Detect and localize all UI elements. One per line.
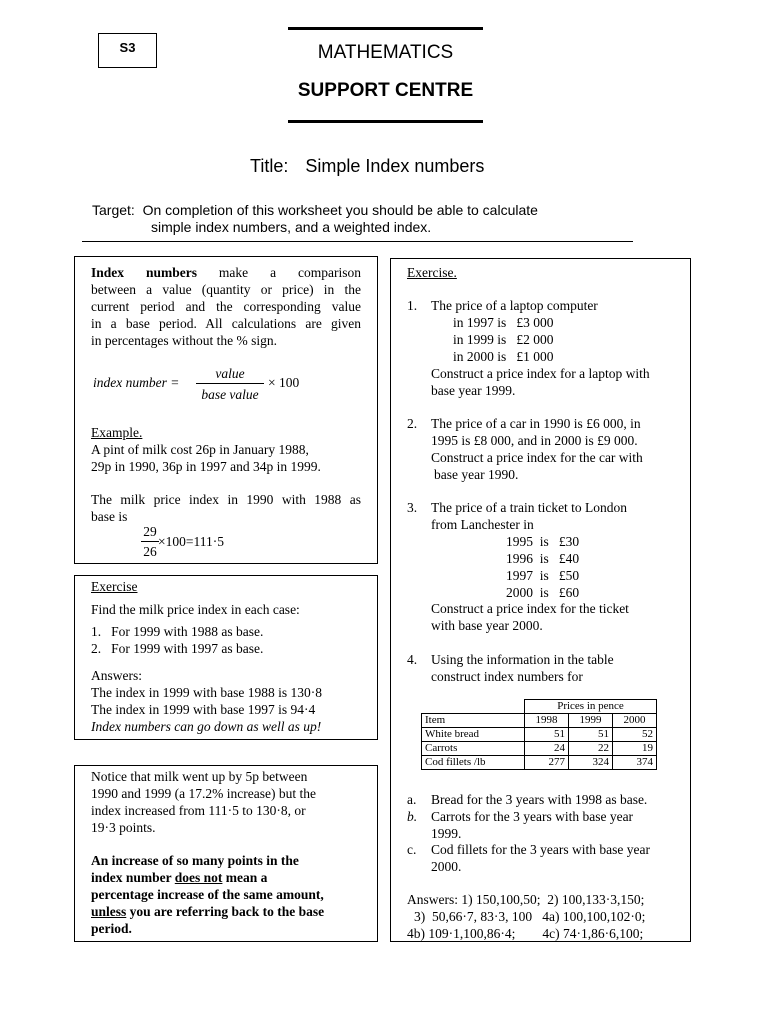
q3-line-2: from Lanchester in — [431, 517, 534, 532]
table-cell: 324 — [569, 756, 613, 770]
page-title — [250, 156, 484, 177]
exercise1-item-2: 2. For 1999 with 1997 as base. — [91, 641, 264, 656]
notice-line-3: index increased from 111·5 to 130·8, or — [91, 803, 306, 818]
notice-bold-1: An increase of so many points in the — [91, 853, 299, 868]
intro-term: Index numbers — [91, 265, 197, 280]
part-c-text-1: Cod fillets for the 3 years with base year — [431, 842, 650, 857]
header-bottom-rule — [288, 120, 483, 123]
table-cell: 22 — [569, 742, 613, 756]
q2-line-3: Construct a price index for the car with — [431, 450, 643, 465]
exercise1-heading: Exercise — [91, 579, 138, 594]
calc-line-2: base is — [91, 509, 128, 524]
q2-line-2: 1995 is £8 000, and in 2000 is £9 000. — [431, 433, 638, 448]
q4-line-1: Using the information in the table — [431, 652, 614, 667]
worksheet-code-box — [98, 33, 157, 68]
table-cell: 277 — [525, 756, 569, 770]
table-cell: 51 — [525, 728, 569, 742]
part-c-label: c. — [407, 842, 417, 857]
intro-line-2: between a value (quantity or price) in the — [91, 282, 361, 297]
example-line-2: 29p in 1990, 36p in 1997 and 34p in 1999. — [91, 459, 321, 474]
q1-line-1: The price of a laptop computer — [431, 298, 598, 313]
part-c-text-2: 2000. — [431, 859, 462, 874]
table-row — [422, 756, 657, 770]
exercise1-item-1: 1. For 1999 with 1988 as base. — [91, 624, 264, 639]
calc-line-1: The milk price index in 1990 with 1988 as — [91, 492, 361, 507]
title-label: Title: — [250, 156, 289, 176]
q1-number: 1. — [407, 298, 418, 313]
q3-row-1: 1995 is £30 — [506, 534, 580, 549]
prices-table — [421, 699, 657, 770]
formula-denominator: base value — [201, 387, 259, 402]
q3-line-1: The price of a train ticket to London — [431, 500, 628, 515]
q3-row-2: 1996 is £40 — [506, 551, 580, 566]
q2-line-4: base year 1990. — [434, 467, 519, 482]
q3-line-4: with base year 2000. — [431, 618, 543, 633]
formula-lhs: index number = — [93, 375, 180, 390]
q4-number: 4. — [407, 652, 418, 667]
target-underline — [82, 241, 633, 242]
q3-row-4: 2000 is £60 — [506, 585, 580, 600]
exercise1-note: Index numbers can go down as well as up! — [91, 719, 322, 734]
q1-row-3: in 2000 is £1 000 — [453, 349, 554, 364]
part-b-text-2: 1999. — [431, 826, 462, 841]
calc-fraction-bar — [141, 541, 159, 542]
example-heading: Example. — [91, 425, 143, 440]
part-a-label: a. — [407, 792, 417, 807]
exercise2-heading: Exercise. — [407, 265, 457, 280]
table-header-cell: 1999 — [569, 714, 613, 728]
table-header-cell: 2000 — [613, 714, 657, 728]
q4-line-2: construct index numbers for — [431, 669, 583, 684]
table-cell: 19 — [613, 742, 657, 756]
q1-row-1: in 1997 is £3 000 — [453, 315, 554, 330]
formula-numerator: value — [215, 366, 245, 381]
table-caption-row — [422, 700, 657, 714]
q2-line-1: The price of a car in 1990 is £6 000, in — [431, 416, 641, 431]
example-line-1: A pint of milk cost 26p in January 1988, — [91, 442, 309, 457]
part-a-text: Bread for the 3 years with 1998 as base. — [431, 792, 648, 807]
exercise1-answers-heading: Answers: — [91, 668, 142, 683]
exercise1-answer-1: The index in 1999 with base 1988 is 130·8 — [91, 685, 322, 700]
worksheet-code: S3 — [119, 40, 136, 55]
notice-line-4: 19·3 points. — [91, 820, 156, 835]
table-cell: 51 — [569, 728, 613, 742]
intro-line-5: in percentages without the % sign. — [91, 333, 277, 348]
q3-line-3: Construct a price index for the ticket — [431, 601, 629, 616]
calc-numerator: 29 — [143, 524, 157, 539]
q3-row-3: 1997 is £50 — [506, 568, 580, 583]
table-header-cell: 1998 — [525, 714, 569, 728]
table-header-row — [422, 714, 657, 728]
table-cell: Carrots — [422, 742, 525, 756]
table-cell: White bread — [422, 728, 525, 742]
table-cell: 374 — [613, 756, 657, 770]
q3-number: 3. — [407, 500, 418, 515]
part-b-label: b. — [407, 809, 418, 824]
table-header-cell: Item — [422, 714, 525, 728]
table-row — [422, 728, 657, 742]
q1-line-3: base year 1999. — [431, 383, 516, 398]
table-cell: 52 — [613, 728, 657, 742]
notice-bold-3: percentage increase of the same amount, — [91, 887, 324, 902]
calc-denominator: 26 — [143, 544, 157, 559]
exercise2-answers-1: Answers: 1) 150,100,50; 2) 100,133·3,150; — [407, 892, 645, 907]
q2-number: 2. — [407, 416, 418, 431]
table-caption: Prices in pence — [525, 700, 657, 714]
header-mathematics: MATHEMATICS — [317, 42, 454, 63]
intro-line-1: Index numbers make a comparison — [91, 265, 361, 280]
title-text: Simple Index numbers — [305, 156, 485, 176]
table-row — [422, 742, 657, 756]
q1-line-2: Construct a price index for a laptop with — [431, 366, 650, 381]
target-line-1: Target: On completion of this worksheet you should be able to calculate — [92, 202, 538, 218]
notice-bold-2: index number does not mean a — [91, 870, 268, 885]
table-cell: Cod fillets /lb — [422, 756, 525, 770]
exercise2-answers-2: 3) 50,66·7, 83·3, 100 4a) 100,100,102·0; — [414, 909, 646, 924]
exercise1-answer-2: The index in 1999 with base 1997 is 94·4 — [91, 702, 316, 717]
notice-line-1: Notice that milk went up by 5p between — [91, 769, 308, 784]
part-b-text-1: Carrots for the 3 years with base year — [431, 809, 634, 824]
target-line-2: simple index numbers, and a weighted index. — [151, 219, 432, 235]
formula-multiplier: × 100 — [268, 375, 300, 390]
notice-bold-4: unless you are referring back to the base — [91, 904, 325, 919]
intro-line-4: in a base period. All calculations are given — [91, 316, 361, 331]
table-cell: 24 — [525, 742, 569, 756]
calc-result: ×100=111·5 — [158, 534, 224, 549]
header-top-rule — [288, 27, 483, 30]
q1-row-2: in 1999 is £2 000 — [453, 332, 554, 347]
formula-fraction-bar — [196, 383, 264, 384]
intro-line-3: current period and the corresponding value — [91, 299, 361, 314]
notice-line-2: 1990 and 1999 (a 17.2% increase) but the — [91, 786, 316, 801]
notice-bold-5: period. — [91, 921, 132, 936]
exercise1-prompt: Find the milk price index in each case: — [91, 602, 300, 617]
target-label: Target: — [92, 202, 135, 218]
prices-table-wrap — [421, 699, 657, 770]
header-support-centre: SUPPORT CENTRE — [297, 80, 474, 101]
exercise2-answers-3: 4b) 109·1,100,86·4; 4c) 74·1,86·6,100; — [407, 926, 644, 941]
